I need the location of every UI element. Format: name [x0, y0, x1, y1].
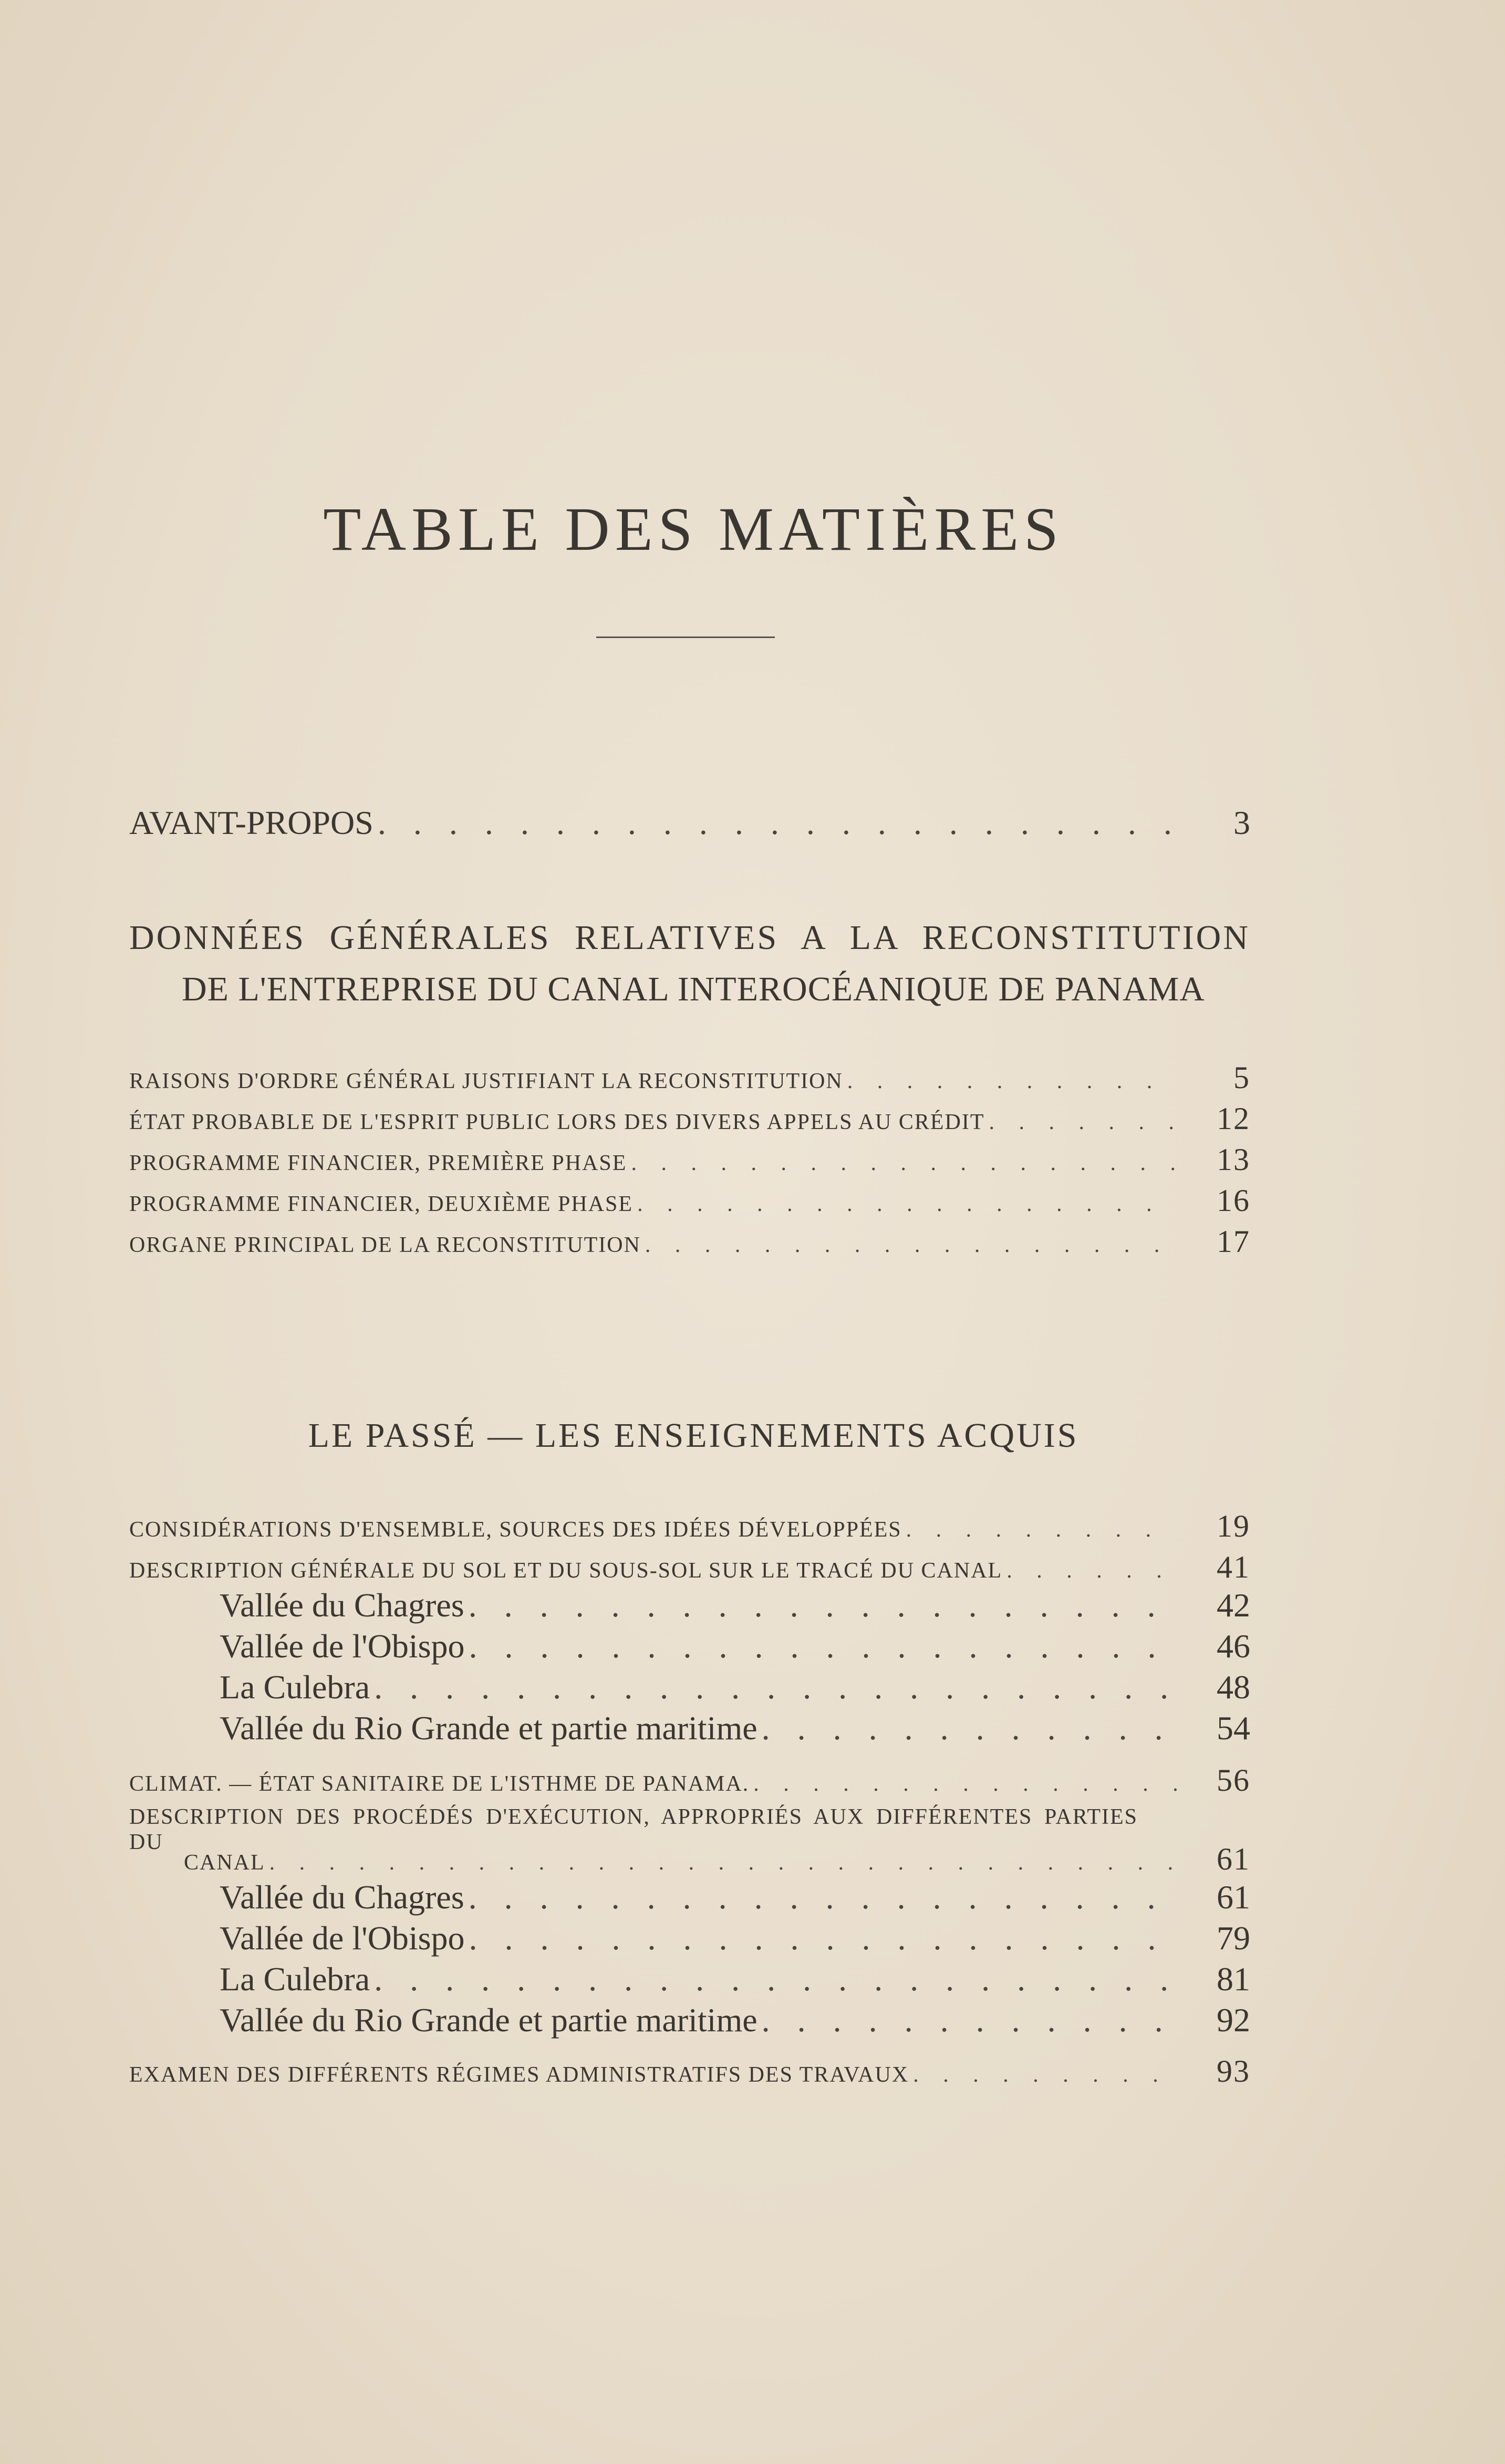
leader-dots [370, 1960, 1177, 1999]
toc-entry-label: Vallée de l'Obispo [220, 1627, 465, 1665]
toc-entry-avant-propos[interactable] [129, 803, 1250, 845]
leader-dots [749, 1771, 1177, 1797]
leader-dots [902, 1517, 1177, 1542]
toc-entry-label: La Culebra [220, 1668, 370, 1706]
toc-subentry[interactable] [220, 1960, 1250, 2002]
toc-entry[interactable] [129, 1762, 1250, 1804]
leader-dots [633, 1192, 1177, 1217]
toc-entry-label: AVANT-PROPOS [129, 804, 373, 841]
toc-entry-page: 17 [1217, 1224, 1250, 1259]
leader-dots [909, 2062, 1177, 2087]
leader-dots [641, 1233, 1177, 1258]
toc-entry-page: 5 [1233, 1060, 1250, 1095]
toc-entry-page: 3 [1233, 804, 1250, 841]
leader-dots [464, 1878, 1177, 1917]
leader-dots [627, 1151, 1177, 1176]
toc-entry[interactable] [129, 1183, 1250, 1225]
leader-dots [985, 1110, 1177, 1135]
toc-entry[interactable] [129, 1101, 1250, 1143]
leader-dots [1002, 1558, 1177, 1583]
toc-subentry[interactable] [220, 1586, 1250, 1628]
toc-entry-page: 48 [1217, 1668, 1250, 1706]
toc-entry-page: 41 [1217, 1550, 1250, 1584]
toc-entry-page: 93 [1217, 2054, 1250, 2089]
toc-entry-page: 19 [1217, 1509, 1250, 1543]
toc-subentry[interactable] [220, 1668, 1250, 1710]
page-title: TABLE DES MATIÈRES [323, 495, 1064, 563]
toc-entry-page: 13 [1217, 1142, 1250, 1177]
toc-entry-label: Vallée de l'Obispo [220, 1919, 465, 1957]
toc-subentry[interactable] [220, 1627, 1250, 1669]
toc-entry-label: RAISONS D'ORDRE GÉNÉRAL JUSTIFIANT LA RECONSTITUTION [129, 1069, 843, 1093]
toc-entry[interactable] [129, 1142, 1250, 1184]
leader-dots [757, 2001, 1177, 2040]
toc-entry-label: PROGRAMME FINANCIER, DEUXIÈME PHASE [129, 1192, 634, 1216]
leader-dots [843, 1069, 1177, 1094]
leader-dots [464, 1586, 1177, 1625]
toc-entry-page: 79 [1217, 1919, 1250, 1957]
leader-dots [265, 1850, 1177, 1875]
section2-heading: LE PASSÉ — LES ENSEIGNEMENTS ACQUIS [308, 1416, 1079, 1455]
toc-entry-page: 81 [1217, 1960, 1250, 1998]
toc-subentry[interactable] [220, 1878, 1250, 1920]
leader-dots [465, 1919, 1177, 1958]
toc-entry-page: 54 [1217, 1709, 1250, 1747]
toc-entry-label: Vallée du Chagres [220, 1586, 464, 1624]
toc-entry[interactable] [184, 1841, 1250, 1883]
toc-subentry[interactable] [220, 1709, 1250, 1751]
toc-entry-label: Vallée du Rio Grande et partie maritime [220, 1709, 757, 1747]
toc-entry[interactable] [129, 1508, 1250, 1550]
toc-entry-page: 61 [1217, 1842, 1250, 1876]
toc-entry-label: CONSIDÉRATIONS D'ENSEMBLE, SOURCES DES IDÉES DÉVELOPPÉES [129, 1518, 902, 1542]
toc-subentry[interactable] [220, 2001, 1250, 2043]
title-divider [596, 636, 775, 638]
toc-entry-label: PROGRAMME FINANCIER, PREMIÈRE PHASE [129, 1151, 627, 1175]
toc-entry-label: ORGANE PRINCIPAL DE LA RECONSTITUTION [129, 1233, 641, 1257]
toc-entry-label: CLIMAT. — ÉTAT SANITAIRE DE L'ISTHME DE PANAMA. [129, 1772, 750, 1796]
toc-entry-label: DESCRIPTION GÉNÉRALE DU SOL ET DU SOUS-SOL SUR LE TRACÉ DU CANAL [129, 1559, 1003, 1583]
toc-entry-label: Vallée du Chagres [220, 1878, 464, 1916]
section1-heading-line2: DE L'ENTREPRISE DU CANAL INTEROCÉANIQUE DE PANAMA [182, 970, 1205, 1008]
toc-entry-label: CANAL [184, 1851, 265, 1875]
section1-heading-line1: DONNÉES GÉNÉRALES RELATIVES A LA RECONSTITUTION [129, 918, 1250, 957]
leader-dots [370, 1668, 1177, 1707]
leader-dots [373, 803, 1177, 842]
toc-entry-label: La Culebra [220, 1960, 370, 1998]
toc-entry-label: EXAMEN DES DIFFÉRENTS RÉGIMES ADMINISTRATIFS DES TRAVAUX [129, 2063, 909, 2087]
toc-entry[interactable] [129, 1224, 1250, 1266]
toc-entry-label: Vallée du Rio Grande et partie maritime [220, 2001, 757, 2039]
toc-entry-page: 56 [1217, 1763, 1250, 1798]
toc-entry-label: ÉTAT PROBABLE DE L'ESPRIT PUBLIC LORS DES DIVERS APPELS AU CRÉDIT [129, 1110, 985, 1134]
toc-entry-page: 46 [1217, 1627, 1250, 1665]
toc-entry-page: 12 [1217, 1101, 1250, 1136]
toc-entry-page: 92 [1217, 2001, 1250, 2039]
toc-entry-page: 61 [1217, 1878, 1250, 1916]
leader-dots [465, 1627, 1177, 1666]
leader-dots [757, 1709, 1177, 1748]
toc-entry-page: 16 [1217, 1183, 1250, 1218]
toc-entry[interactable] [129, 1060, 1250, 1102]
toc-entry[interactable] [129, 2053, 1250, 2095]
toc-entry[interactable] [129, 1549, 1250, 1591]
toc-subentry[interactable] [220, 1919, 1250, 1961]
toc-entry-page: 42 [1217, 1586, 1250, 1624]
toc-entry-line1: DESCRIPTION DES PROCÉDÉS D'EXÉCUTION, APPROPRIÉS AUX DIFFÉRENTES PARTIES DU [129, 1805, 1138, 1854]
